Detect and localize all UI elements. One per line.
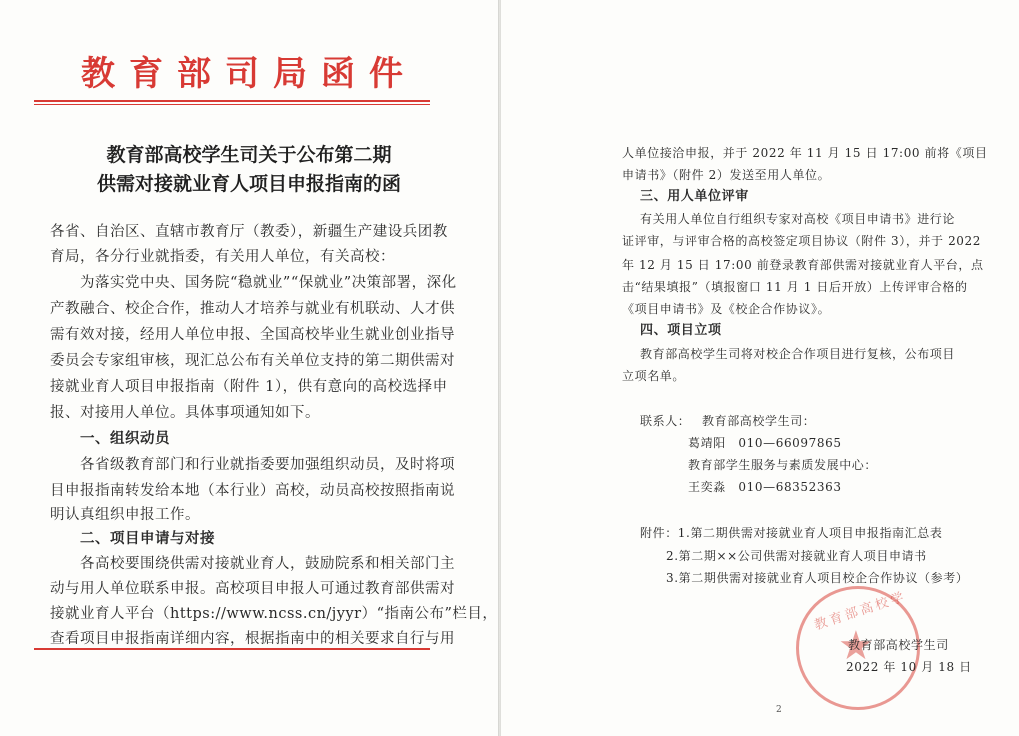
body-line: 各高校要围绕供需对接就业育人，鼓励院系和相关部门主 [80, 556, 455, 572]
page-number: 2 [776, 705, 782, 715]
body-line: 各省级教育部门和行业就指委要加强组织动员，及时将项 [80, 457, 455, 473]
contact-person: 葛靖阳 010—66097865 [688, 436, 842, 450]
body-line: 明认真组织申报工作。 [50, 507, 200, 523]
footer-rule [34, 648, 430, 650]
body-line: 报、对接用人单位。具体事项通知如下。 [50, 405, 320, 421]
right-page [501, 0, 1019, 736]
seal-star-icon: ★ [838, 623, 874, 669]
section-heading: 四、项目立项 [640, 323, 722, 338]
document-title-line1: 教育部高校学生司关于公布第二期 [106, 144, 392, 166]
section-heading: 三、用人单位评审 [640, 189, 749, 204]
signature: 教育部高校学生司 [848, 638, 949, 652]
contact-org: 教育部学生服务与素质发展中心： [688, 458, 878, 472]
body-line: 申请书》（附件 2）发送至用人单位。 [622, 168, 831, 182]
seal-text: 教育部高校学 [812, 589, 909, 634]
body-line: 目申报指南转发给本地（本行业）高校，动员高校按照指南说 [50, 483, 455, 499]
body-line: 证评审，与评审合格的高校签定项目协议（附件 3），并于 2022 [622, 234, 982, 248]
attachment-item: 3.第二期供需对接就业育人项目校企合作协议（参考） [666, 571, 969, 585]
attachment-item: 2.第二期××公司供需对接就业育人项目申请书 [666, 549, 927, 563]
body-line: 委员会专家组审核，现汇总公布有关单位支持的第二期供需对 [50, 353, 455, 369]
body-line: 有关用人单位自行组织专家对高校《项目申请书》进行论 [640, 212, 956, 226]
body-line: 为落实党中央、国务院“稳就业”“保就业”决策部署，深化 [80, 275, 457, 291]
body-line: 立项名单。 [622, 369, 686, 383]
body-line: 动与用人单位联系申报。高校项目申报人可通过教育部供需对 [50, 581, 455, 597]
section-heading: 二、项目申请与对接 [80, 530, 215, 547]
body-line: 教育部高校学生司将对校企合作项目进行复核，公布项目 [640, 347, 956, 361]
body-line: 《项目申请书》及《校企合作协议》。 [622, 302, 831, 316]
body-line: 需有效对接，经用人单位申报、全国高校毕业生就业创业指导 [50, 327, 455, 343]
letterhead-rule-thin [34, 104, 430, 105]
body-line: 查看项目申报指南详细内容，根据指南中的相关要求自行与用 [50, 631, 455, 647]
body-line: 击“结果填报”（填报窗口 11 月 1 日后开放）上传评审合格的 [622, 280, 968, 294]
document-title-line2: 供需对接就业育人项目申报指南的函 [96, 173, 401, 195]
section-heading: 一、组织动员 [80, 430, 170, 447]
body-line: 产教融合、校企合作，推动人才培养与就业有机联动、人才供 [50, 301, 455, 317]
contact-label: 联系人： [640, 414, 691, 428]
body-line: 接就业育人项目申报指南（附件 1），供有意向的高校选择申 [50, 379, 448, 395]
letterhead-rule [34, 100, 430, 102]
body-line: 人单位接洽申报，并于 2022 年 11 月 15 日 17:00 前将《项目 [622, 146, 988, 160]
signature-date: 2022 年 10 月 18 日 [846, 660, 972, 674]
body-line: 育局，各分行业就指委，有关用人单位，有关高校： [50, 249, 395, 265]
body-line: 年 12 月 15 日 17:00 前登录教育部供需对接就业育人平台，点 [622, 258, 984, 272]
letterhead: 教育部司局函件 [81, 54, 417, 94]
contact-org: 教育部高校学生司： [702, 414, 816, 428]
body-line: 各省、自治区、直辖市教育厅（教委），新疆生产建设兵团教 [50, 224, 448, 240]
body-line: 接就业育人平台（https://www.ncss.cn/jyyr）“指南公布”栏目， [50, 606, 498, 622]
contact-person: 王奕淼 010—68352363 [688, 480, 842, 494]
attachment-item: 附件：1.第二期供需对接就业育人项目申报指南汇总表 [640, 526, 943, 540]
